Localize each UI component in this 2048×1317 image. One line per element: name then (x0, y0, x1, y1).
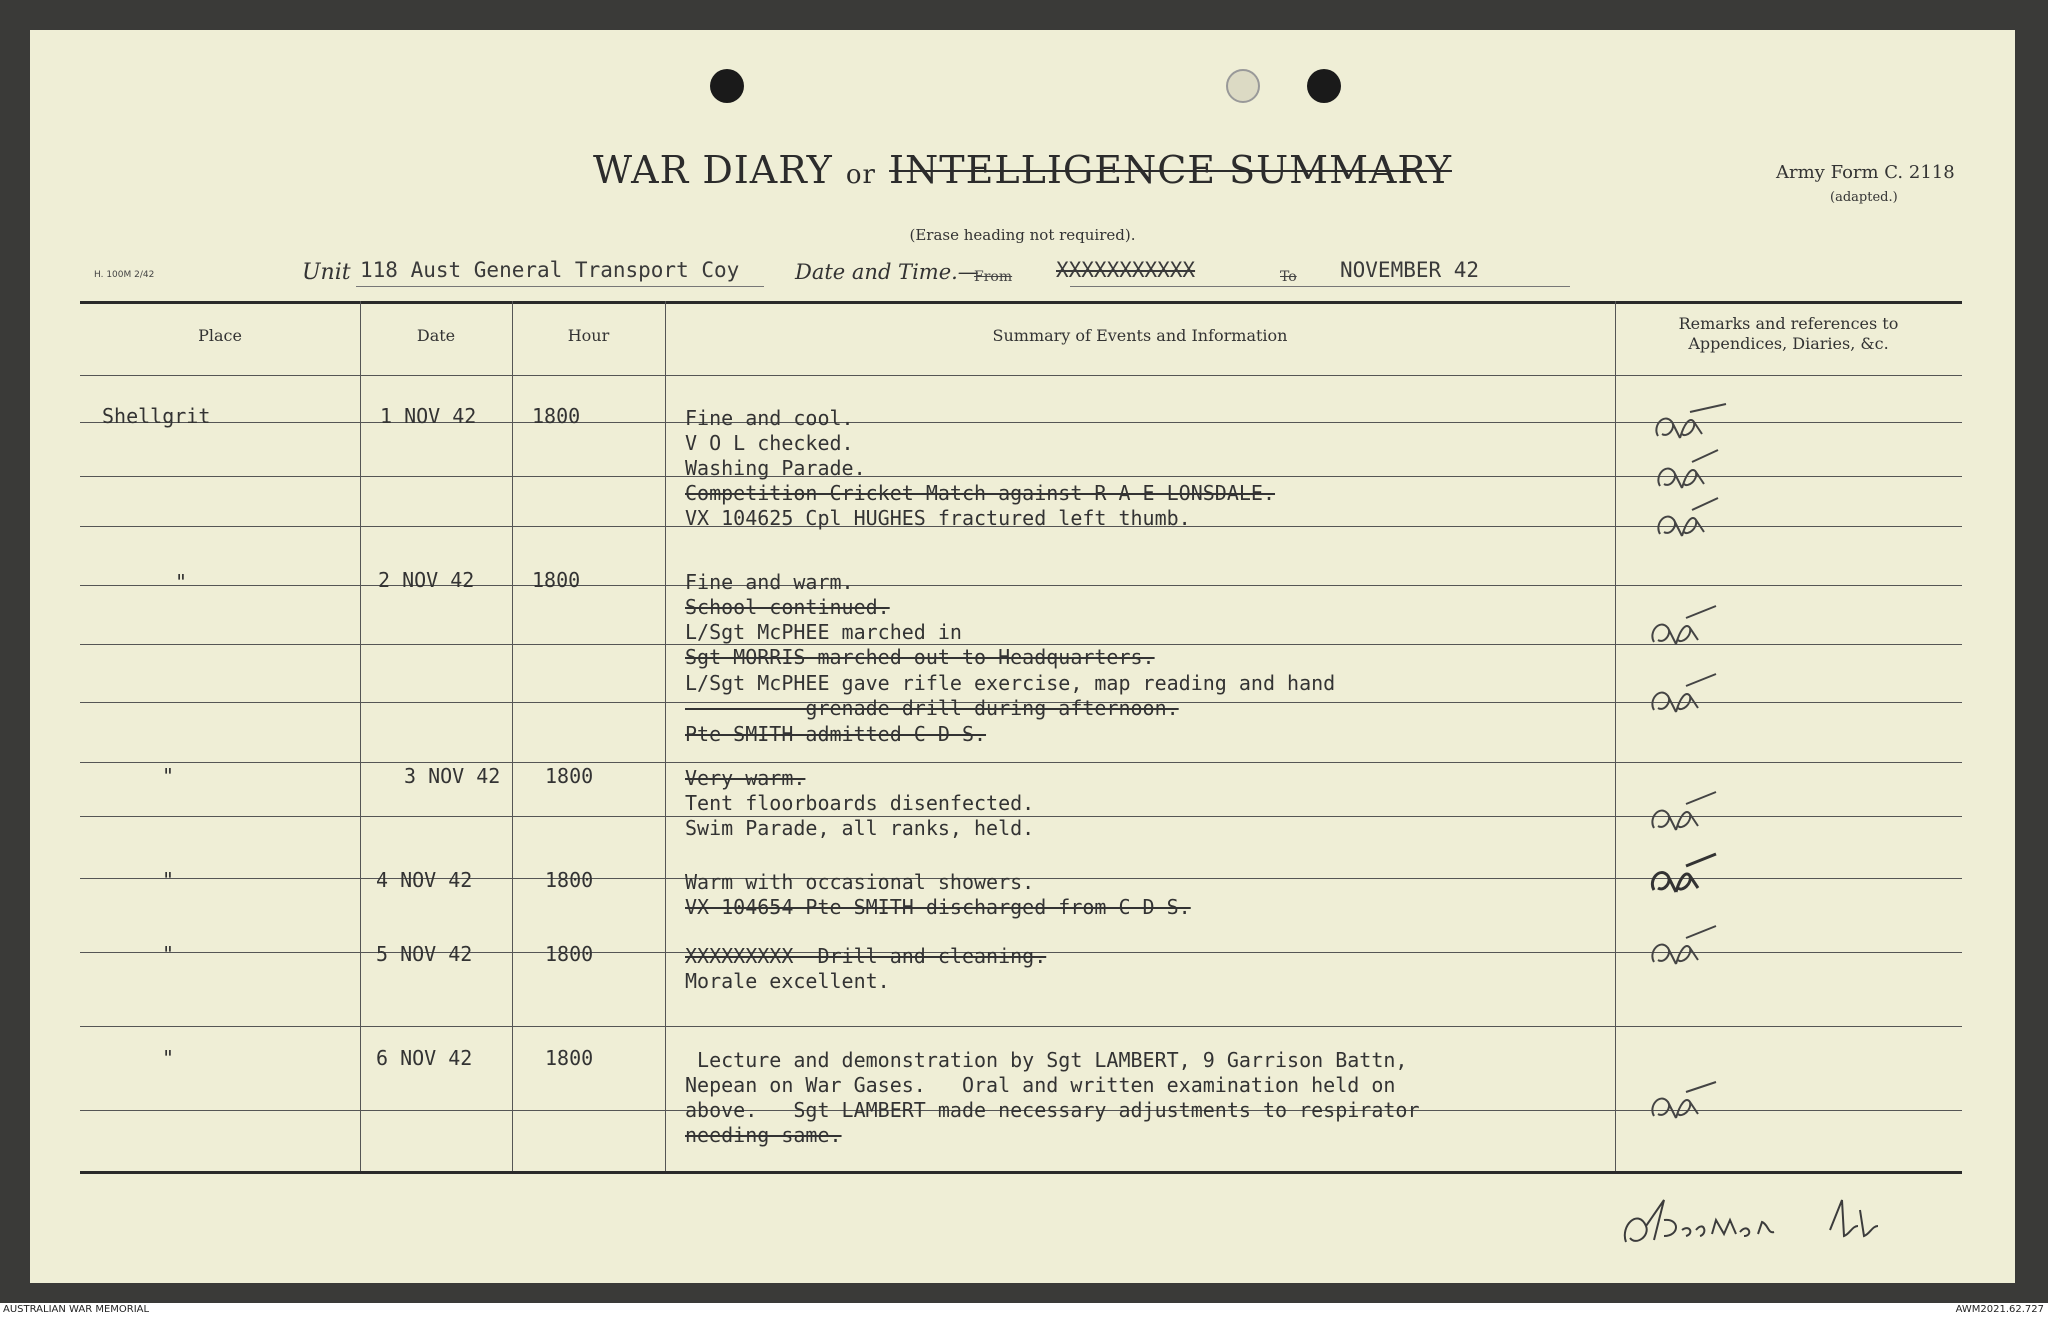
form-title (30, 148, 2015, 192)
remarks-head-line1: Remarks and references to (1678, 314, 1899, 333)
row-rule (80, 1026, 1962, 1027)
entry-date: 6 NOV 42 (376, 1046, 473, 1070)
entry-line: needing same. (685, 1123, 842, 1147)
col-head-remarks (1615, 314, 1962, 354)
entry-place: " (162, 1046, 175, 1070)
title-struck-summary: INTELLIGENCE SUMMARY (889, 148, 1452, 192)
from-label: From (974, 269, 1013, 285)
initials-mark (1650, 398, 1730, 448)
column-divider (665, 301, 666, 1171)
entry-line: Lecture and demonstration by Sgt LAMBERT, 9 Garrison Battn, (685, 1048, 1408, 1072)
initials-mark (1652, 496, 1732, 546)
unit-value: 118 Aust General Transport Coy (360, 258, 740, 282)
army-form-adapted: (adapted.) (1830, 190, 1898, 205)
title-or: or (845, 160, 876, 190)
row-rule (80, 585, 1962, 586)
entry-hour: 1800 (532, 404, 581, 428)
entry-hour: 1800 (545, 764, 594, 788)
unit-label: Unit (302, 260, 351, 285)
initials-mark (1652, 448, 1732, 498)
table-bottom-rule (80, 1171, 1962, 1174)
column-divider (512, 301, 513, 1171)
entry-line: Warm with occasional showers. (685, 870, 1035, 894)
entry-line: Fine and warm. (685, 570, 854, 594)
punch-hole (1307, 69, 1341, 103)
entry-line: Competition Cricket Match against R A E LONSDALE. (685, 481, 1276, 505)
initials-mark (1646, 672, 1726, 722)
archive-reference: AWM2021.62.727 (1955, 1304, 2044, 1315)
initials-mark (1646, 790, 1726, 840)
to-value: NOVEMBER 42 (1340, 258, 1480, 282)
entry-line: Fine and cool. (685, 406, 854, 430)
entry-hour: 1800 (545, 942, 594, 966)
entry-line: Morale excellent. (685, 969, 890, 993)
date-time-label: Date and Time.— (795, 260, 979, 284)
officer-signature (1620, 1190, 1950, 1260)
army-form-number: Army Form C. 2118 (1776, 162, 1955, 183)
entry-hour: 1800 (545, 1046, 594, 1070)
entry-date: 3 NOV 42 (404, 764, 501, 788)
entry-line: Nepean on War Gases. Oral and written examination held on (685, 1073, 1396, 1097)
entry-line: Sgt MORRIS marched out to Headquarters. (685, 645, 1155, 669)
archive-footer (0, 1303, 2048, 1317)
header-rule (80, 375, 1962, 376)
entry-line: Pte SMITH admitted C D S. (685, 722, 987, 746)
diary-sheet (30, 30, 2015, 1283)
entry-date: 2 NOV 42 (378, 568, 475, 592)
column-divider (1615, 301, 1616, 1171)
col-head-date: Date (416, 326, 456, 345)
entry-line: VX 104654 Pte SMITH discharged from C D S. (685, 895, 1191, 919)
initials-mark (1646, 852, 1726, 902)
to-label: To (1280, 269, 1297, 285)
entry-line: above. Sgt LAMBERT made necessary adjustments to respirator (685, 1098, 1420, 1122)
row-rule (80, 762, 1962, 763)
entry-line: Washing Parade. (685, 456, 866, 480)
entry-date: 5 NOV 42 (376, 942, 473, 966)
entry-line: L/Sgt McPHEE gave rifle exercise, map reading and hand (685, 671, 1336, 695)
entry-line: Swim Parade, all ranks, held. (685, 816, 1035, 840)
col-head-place: Place (198, 326, 242, 345)
erase-note: (Erase heading not required). (909, 226, 1136, 244)
initials-mark (1646, 604, 1726, 654)
entry-line: VX 104625 Cpl HUGHES fractured left thumb. (685, 506, 1191, 530)
entry-place: " (175, 570, 188, 594)
entry-place: " (162, 868, 175, 892)
entry-line: School continued. (685, 595, 890, 619)
entry-hour: 1800 (545, 868, 594, 892)
col-head-summary: Summary of Events and Information (992, 326, 1288, 345)
column-divider (360, 301, 361, 1171)
entry-place: " (162, 942, 175, 966)
entry-line: L/Sgt McPHEE marched in (685, 620, 962, 644)
diary-table (80, 270, 1962, 1182)
archive-name: AUSTRALIAN WAR MEMORIAL (3, 1304, 150, 1315)
entry-line: grenade drill during afternoon. (685, 696, 1179, 720)
initials-mark (1646, 924, 1726, 974)
initials-mark (1646, 1078, 1726, 1128)
entry-place: " (162, 764, 175, 788)
table-top-rule (80, 301, 1962, 304)
entry-place: Shellgrit (102, 404, 211, 428)
entry-line: Tent floorboards disenfected. (685, 791, 1035, 815)
col-head-hour: Hour (567, 326, 610, 345)
entry-line: Very warm. (685, 766, 806, 790)
punch-hole (710, 69, 744, 103)
punch-hole (1226, 69, 1260, 103)
entry-line: V O L checked. (685, 431, 854, 455)
remarks-head-line2: Appendices, Diaries, &c. (1688, 334, 1889, 353)
entry-date: 4 NOV 42 (376, 868, 473, 892)
from-value: XXXXXXXXXXX (1056, 258, 1196, 282)
entry-line: XXXXXXXXX Drill and cleaning. (685, 944, 1047, 968)
title-war-diary: WAR DIARY (593, 148, 833, 192)
form-print-code: H. 100M 2/42 (94, 270, 155, 280)
entry-date: 1 NOV 42 (380, 404, 477, 428)
entry-hour: 1800 (532, 568, 581, 592)
